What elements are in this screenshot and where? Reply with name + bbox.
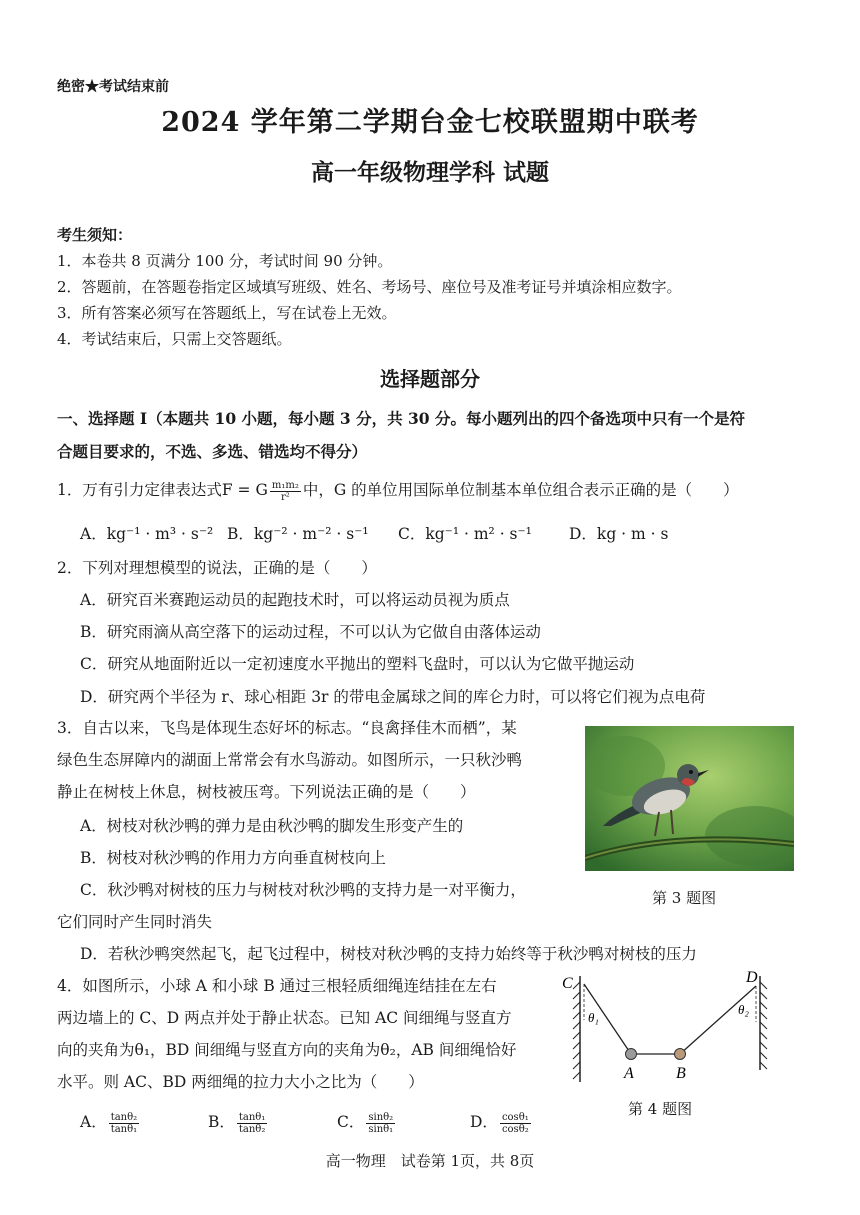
q4-option-c-fraction bbox=[366, 1112, 395, 1135]
q4-option-b-den: tanθ₂ bbox=[238, 1123, 266, 1135]
q2-option-c: C．研究从地面附近以一定初速度水平抛出的塑料飞盘时，可以认为它做平抛运动 bbox=[80, 655, 635, 673]
q3-option-c: C．秋沙鸭对树枝的压力与树枝对秋沙鸭的支持力是一对平衡力， bbox=[80, 881, 526, 899]
q4-option-c bbox=[337, 1110, 397, 1135]
q4-option-c-label: C． bbox=[337, 1113, 365, 1131]
q4-option-d-fraction bbox=[500, 1112, 531, 1135]
question-4-stem: 4．如图所示，小球 A 和小球 B 通过三根轻质细绳连结挂在左右 bbox=[57, 977, 497, 995]
label-theta1: θ₁ bbox=[588, 1010, 599, 1025]
bird-photo-image bbox=[585, 726, 794, 871]
q2-option-b: B．研究雨滴从高空落下的运动过程，不可以认为它做自由落体运动 bbox=[80, 623, 541, 641]
q4-option-b-label: B． bbox=[208, 1113, 235, 1131]
q3-option-b: B．树枝对秋沙鸭的作用力方向垂直树枝向上 bbox=[80, 849, 386, 867]
q4-option-b-fraction bbox=[237, 1112, 267, 1135]
question-3-stem-cont: 绿色生态屏障内的湖面上常常会有水鸟游动。如图所示，一只秋沙鸭 bbox=[57, 751, 523, 769]
right-wall-hatch bbox=[760, 982, 767, 1069]
ball-b bbox=[675, 1049, 686, 1060]
q1-stem-post: 中，G 的单位用国际单位制基本单位组合表示正确的是（ ） bbox=[302, 481, 739, 499]
notice-item: 1．本卷共 8 页满分 100 分，考试时间 90 分钟。 bbox=[57, 252, 393, 270]
label-a: A bbox=[624, 1065, 634, 1082]
q1-frac-den: r² bbox=[280, 491, 290, 503]
notice-heading: 考生须知： bbox=[57, 226, 133, 244]
question-4-stem-cont: 两边墙上的 C、D 两点并处于静止状态。已知 AC 间细绳与竖直方 bbox=[57, 1009, 512, 1027]
q4-option-d-den: cosθ₂ bbox=[501, 1123, 529, 1135]
label-c: C bbox=[562, 975, 573, 992]
q1-stem-pre: 1．万有引力定律表达式F = G bbox=[57, 481, 268, 499]
q4-option-a-label: A． bbox=[80, 1113, 107, 1131]
q4-option-d-num: cosθ₁ bbox=[501, 1111, 529, 1123]
q4-figure-caption: 第 4 题图 bbox=[628, 1100, 693, 1118]
q4-option-d-label: D． bbox=[470, 1113, 498, 1131]
secret-label: 绝密★考试结束前 bbox=[57, 79, 169, 95]
question-3-stem: 3．自古以来，飞鸟是体现生态好坏的标志。“良禽择佳木而栖”，某 bbox=[57, 719, 517, 737]
rope-bd bbox=[680, 986, 756, 1054]
q2-option-d: D．研究两个半径为 r、球心相距 3r 的带电金属球之间的库仑力时，可以将它们视为点电荷 bbox=[80, 688, 706, 706]
q1-frac-num: m₁m₂ bbox=[271, 479, 299, 491]
label-theta2: θ₂ bbox=[738, 1002, 749, 1017]
label-d: D bbox=[746, 970, 758, 986]
q4-option-c-den: sinθ₁ bbox=[368, 1123, 394, 1135]
q3-figure-caption: 第 3 题图 bbox=[652, 889, 717, 907]
q4-option-c-num: sinθ₂ bbox=[368, 1111, 394, 1123]
q4-option-a-den: tanθ₁ bbox=[110, 1123, 138, 1135]
q1-option-b: B．kg⁻² · m⁻² · s⁻¹ bbox=[227, 525, 369, 543]
q4-option-a bbox=[80, 1110, 141, 1135]
ball-a bbox=[626, 1049, 637, 1060]
q4-option-d bbox=[470, 1110, 533, 1135]
question-1-stem bbox=[57, 478, 739, 503]
q1-option-a: A．kg⁻¹ · m³ · s⁻² bbox=[80, 525, 214, 543]
q4-option-b-num: tanθ₁ bbox=[238, 1111, 266, 1123]
section-title: 选择题部分 bbox=[380, 367, 480, 391]
q4-diagram bbox=[560, 970, 780, 1090]
question-4-stem-cont: 向的夹角为θ₁，BD 间细绳与竖直方向的夹角为θ₂，AB 间细绳恰好 bbox=[57, 1041, 517, 1059]
question-2-stem: 2．下列对理想模型的说法，正确的是（ ） bbox=[57, 559, 377, 577]
exam-title: 2024 学年第二学期台金七校联盟期中联考 bbox=[161, 107, 699, 138]
left-wall-hatch bbox=[573, 982, 580, 1079]
question-3-stem-cont: 静止在树枝上休息，树枝被压弯。下列说法正确的是（ ） bbox=[57, 783, 476, 801]
q4-option-a-fraction bbox=[109, 1112, 139, 1135]
question-4-stem-cont: 水平。则 AC、BD 两细绳的拉力大小之比为（ ） bbox=[57, 1073, 424, 1091]
exam-subtitle: 高一年级物理学科 试题 bbox=[310, 159, 549, 186]
part1-instructions: 一、选择题 I（本题共 10 小题，每小题 3 分，共 30 分。每小题列出的四个备选项中只有一个是符 bbox=[57, 409, 745, 428]
q4-option-a-num: tanθ₂ bbox=[110, 1111, 138, 1123]
label-b: B bbox=[676, 1065, 686, 1082]
q1-option-c: C．kg⁻¹ · m² · s⁻¹ bbox=[398, 525, 532, 543]
q4-diagram-svg bbox=[560, 970, 780, 1090]
bird-photo bbox=[585, 726, 794, 871]
q3-option-c-cont: 它们同时产生同时消失 bbox=[57, 913, 213, 931]
notice-item: 4．考试结束后，只需上交答题纸。 bbox=[57, 330, 292, 348]
q1-option-d: D．kg · m · s bbox=[569, 525, 669, 543]
q2-option-a: A．研究百米赛跑运动员的起跑技术时，可以将运动员视为质点 bbox=[80, 591, 510, 609]
page-footer: 高一物理 试卷第 1页，共 8页 bbox=[325, 1152, 535, 1170]
notice-item: 2．答题前，在答题卷指定区域填写班级、姓名、考场号、座位号及准考证号并填涂相应数字。 bbox=[57, 278, 682, 296]
q4-option-b bbox=[208, 1110, 269, 1135]
q1-formula-fraction bbox=[270, 480, 301, 503]
notice-item: 3．所有答案必须写在答题纸上，写在试卷上无效。 bbox=[57, 304, 397, 322]
q3-option-a: A．树枝对秋沙鸭的弹力是由秋沙鸭的脚发生形变产生的 bbox=[80, 817, 464, 835]
q3-option-d: D．若秋沙鸭突然起飞，起飞过程中，树枝对秋沙鸭的支持力始终等于秋沙鸭对树枝的压力 bbox=[80, 945, 697, 963]
part1-instructions-cont: 合题目要求的，不选、多选、错选均不得分） bbox=[57, 442, 368, 461]
